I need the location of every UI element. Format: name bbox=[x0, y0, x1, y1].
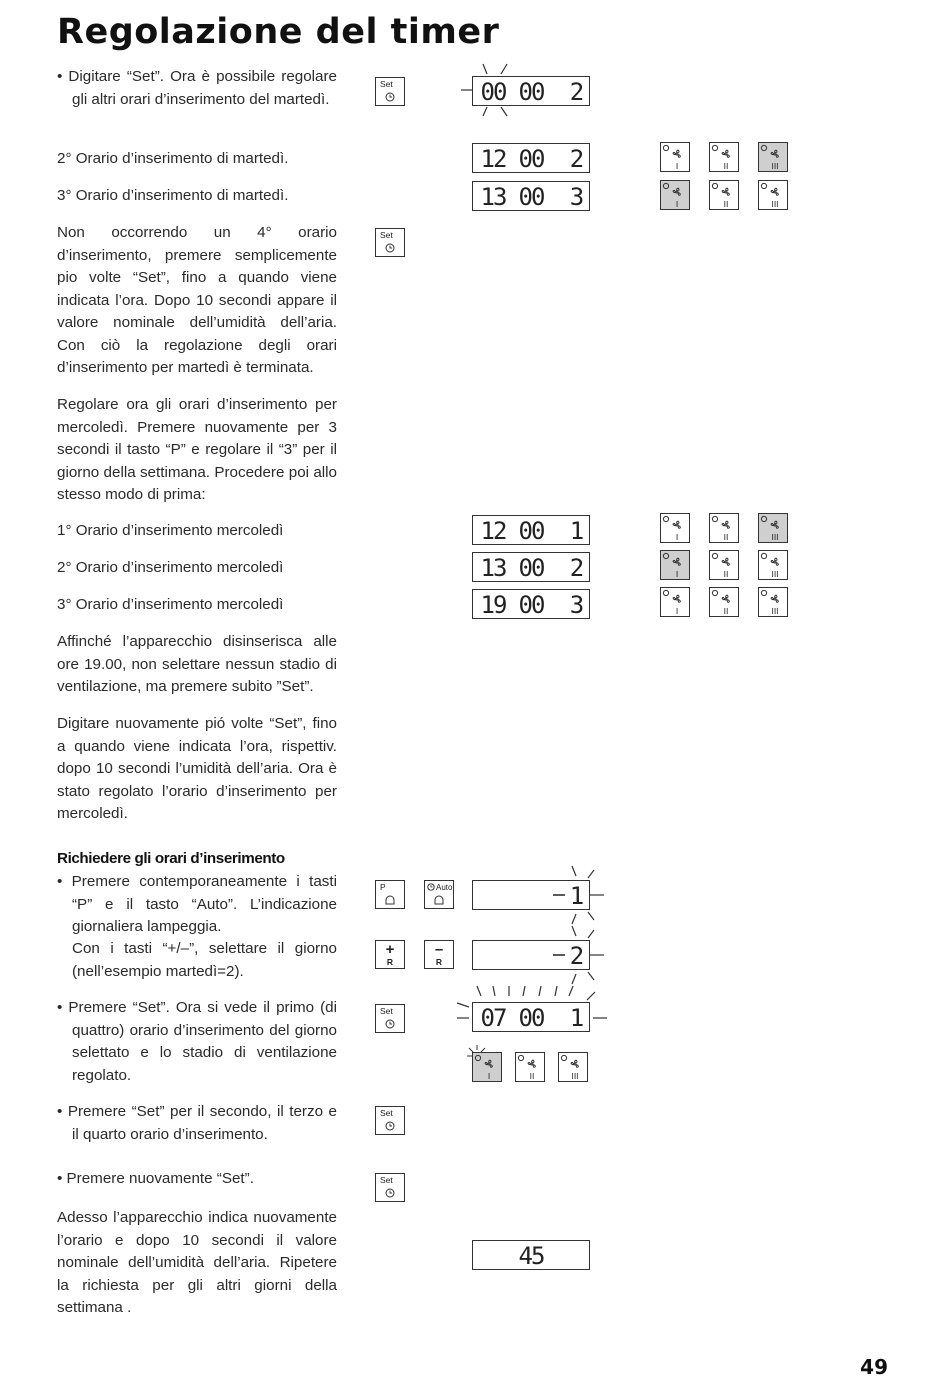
lcd-minutes: 00 bbox=[518, 517, 544, 544]
fan-level-3-icon bbox=[558, 1052, 588, 1082]
page-title: Regolazione del timer bbox=[57, 12, 500, 52]
svg-text:I: I bbox=[675, 162, 679, 171]
lcd-display bbox=[472, 515, 590, 545]
wednesday-finish-text: Digitare nuovamente pió volte “Set”, fino a quando viene indicata l’ora, rispettiv. dopo 10 secondi l’umidità dell’aria. Ora è stato regolato l’orario d’inserimento per mercoledì. bbox=[57, 715, 337, 822]
lcd-minutes: 00 bbox=[518, 183, 544, 210]
query-step-press-set: • Premere “Set”. Ora si vede il primo (di quattro) orario d’inserimento del giorno selettato e lo stadio di ventilazione regolato. bbox=[57, 999, 337, 1084]
svg-text:I: I bbox=[675, 533, 679, 542]
house-icon bbox=[434, 895, 444, 905]
lcd-minutes: 00 bbox=[518, 78, 544, 105]
wednesday-setup-text: Regolare ora gli orari d’inserimento per mercoledì. Premere nuovamente per 3 secondi il tasto “P” e regolare il “3” per il giorno della settimana. Procedere poi allo stesso modo di prima: bbox=[57, 396, 337, 503]
svg-text:II: II bbox=[723, 570, 729, 579]
lcd-display bbox=[472, 1240, 590, 1270]
svg-text:I: I bbox=[675, 570, 679, 579]
blink-indicator bbox=[455, 60, 525, 120]
lcd-minutes: 00 bbox=[518, 591, 544, 618]
set-button-label: Set bbox=[380, 1175, 393, 1185]
clock-icon bbox=[427, 883, 435, 891]
query-step-press-set-again: • Premere nuovamente “Set”. bbox=[57, 1170, 254, 1187]
set-button-label: Set bbox=[380, 79, 393, 89]
instruction-press-set: • Digitare “Set”. Ora è possibile regolare gli altri orari d’inserimento del martedì. bbox=[57, 68, 337, 108]
minus-button[interactable] bbox=[424, 940, 454, 969]
fan-level-2-icon bbox=[709, 587, 739, 617]
svg-text:II: II bbox=[723, 533, 729, 542]
lcd-value: 2 bbox=[569, 942, 583, 969]
lcd-value: 3 bbox=[569, 183, 583, 210]
fan-level-3-icon bbox=[758, 587, 788, 617]
tuesday-third-time: 3° Orario d’inserimento di martedì. bbox=[57, 187, 289, 204]
lcd-digits bbox=[473, 144, 589, 172]
wednesday-second-time: 2° Orario d’inserimento mercoledì bbox=[57, 559, 284, 576]
set-button[interactable] bbox=[375, 77, 405, 106]
lcd-value: 45 bbox=[518, 1242, 544, 1269]
wednesday-first-time: 1° Orario d’inserimento mercoledì bbox=[57, 522, 284, 539]
lcd-hours: 07 bbox=[480, 1004, 506, 1031]
fan-level-3-icon bbox=[758, 550, 788, 580]
lcd-hours: 12 bbox=[480, 145, 506, 172]
lcd-hours: 00 bbox=[480, 78, 506, 105]
query-step-select-day: Con i tasti “+/–”, selettare il giorno (nell’esempio martedì=2). bbox=[72, 940, 337, 980]
tuesday-second-time: 2° Orario d’inserimento di martedì. bbox=[57, 150, 289, 167]
plus-button[interactable] bbox=[375, 940, 405, 969]
set-button[interactable] bbox=[375, 228, 405, 257]
lcd-digits bbox=[473, 590, 589, 618]
lcd-display bbox=[472, 143, 590, 173]
lcd-digits bbox=[473, 182, 589, 210]
set-button-label: Set bbox=[380, 1006, 393, 1016]
blink-indicator bbox=[550, 922, 610, 990]
fan-level-1-icon bbox=[660, 513, 690, 543]
svg-text:I: I bbox=[675, 607, 679, 616]
lcd-value: 1 bbox=[569, 882, 583, 909]
set-button[interactable] bbox=[375, 1106, 405, 1135]
svg-text:I: I bbox=[675, 200, 679, 209]
lcd-value: 2 bbox=[569, 554, 583, 581]
svg-text:III: III bbox=[571, 1072, 579, 1081]
fan-level-2-icon bbox=[709, 550, 739, 580]
query-section-heading: Richiedere gli orari d’inserimento bbox=[57, 850, 285, 867]
lcd-hours: 12 bbox=[480, 517, 506, 544]
plus-symbol: + bbox=[385, 941, 395, 958]
svg-text:III: III bbox=[771, 533, 779, 542]
svg-text:III: III bbox=[771, 162, 779, 171]
p-button-label: P bbox=[380, 882, 386, 892]
svg-text:II: II bbox=[723, 200, 729, 209]
r-label: R bbox=[435, 957, 443, 967]
fan-level-2-icon bbox=[515, 1052, 545, 1082]
lcd-display bbox=[472, 589, 590, 619]
auto-button[interactable] bbox=[424, 880, 454, 909]
p-button[interactable] bbox=[375, 880, 405, 909]
lcd-digits bbox=[473, 516, 589, 544]
clock-icon bbox=[385, 92, 395, 102]
fan-level-1-icon bbox=[660, 587, 690, 617]
r-label: R bbox=[386, 957, 394, 967]
auto-button-label: Auto bbox=[436, 883, 453, 892]
lcd-value: 2 bbox=[569, 78, 583, 105]
house-icon bbox=[385, 895, 395, 905]
fan-level-2-icon bbox=[709, 142, 739, 172]
set-button-label: Set bbox=[380, 1108, 393, 1118]
fan-level-2-icon bbox=[709, 180, 739, 210]
fan-level-1-icon bbox=[472, 1052, 502, 1082]
fan-level-1-icon bbox=[660, 180, 690, 210]
fan-level-2-icon bbox=[709, 513, 739, 543]
clock-icon bbox=[385, 243, 395, 253]
blink-indicator bbox=[455, 982, 615, 1052]
wednesday-third-time: 3° Orario d’inserimento mercoledì bbox=[57, 596, 284, 613]
lcd-digits bbox=[473, 553, 589, 581]
lcd-value: 2 bbox=[569, 145, 583, 172]
lcd-hours: 19 bbox=[480, 591, 506, 618]
lcd-digits bbox=[473, 1241, 589, 1269]
query-step-press-p-auto: • Premere contemporaneamente i tasti “P” e il tasto “Auto”. L’indicazione giornaliera lampeggia. bbox=[57, 873, 337, 935]
tuesday-finish-text: Non occorrendo un 4° orario d’inserimento, premere semplicemente pio volte “Set”, fino a quando viene indicata l’ora. Dopo 10 secondi appare il valore nominale dell’umidità dell’aria. Con ciò la regolazione degli orari d’inserimento per martedì è terminata. bbox=[57, 224, 337, 376]
fan-level-3-icon bbox=[758, 513, 788, 543]
svg-text:III: III bbox=[771, 200, 779, 209]
set-button-label: Set bbox=[380, 230, 393, 240]
lcd-minutes: 00 bbox=[518, 554, 544, 581]
blink-indicator bbox=[550, 862, 610, 930]
minus-symbol: – bbox=[434, 941, 444, 958]
fan-level-3-icon bbox=[758, 142, 788, 172]
fan-level-1-icon bbox=[660, 142, 690, 172]
lcd-display bbox=[472, 181, 590, 211]
svg-text:I: I bbox=[487, 1072, 491, 1081]
lcd-value: 1 bbox=[569, 1004, 583, 1031]
svg-text:II: II bbox=[529, 1072, 535, 1081]
lcd-minutes: 00 bbox=[518, 145, 544, 172]
set-button[interactable] bbox=[375, 1004, 405, 1033]
clock-icon bbox=[385, 1121, 395, 1131]
fan-level-3-icon bbox=[758, 180, 788, 210]
lcd-minutes: 00 bbox=[518, 1004, 544, 1031]
lcd-hours: 13 bbox=[480, 554, 506, 581]
svg-text:II: II bbox=[723, 607, 729, 616]
clock-icon bbox=[385, 1019, 395, 1029]
query-step-next-times: • Premere “Set” per il secondo, il terzo e il quarto orario d’inserimento. bbox=[57, 1103, 337, 1143]
svg-text:III: III bbox=[771, 570, 779, 579]
lcd-value: 1 bbox=[569, 517, 583, 544]
svg-text:II: II bbox=[723, 162, 729, 171]
fan-level-1-icon bbox=[660, 550, 690, 580]
lcd-hours: 13 bbox=[480, 183, 506, 210]
set-button[interactable] bbox=[375, 1173, 405, 1202]
page-number: 49 bbox=[860, 1355, 888, 1379]
lcd-display bbox=[472, 552, 590, 582]
clock-icon bbox=[385, 1188, 395, 1198]
switch-off-text: Affinché l’apparecchio disinserisca alle ore 19.00, non selettare nessun stadio di ventilazione, ma premere subito ”Set”. bbox=[57, 633, 337, 695]
lcd-value: 3 bbox=[569, 591, 583, 618]
svg-text:III: III bbox=[771, 607, 779, 616]
query-finish-text: Adesso l’apparecchio indica nuovamente l’orario e dopo 10 secondi il valore nominale dell’umidità dell’aria. Ripetere la richiesta per gli altri giorni della settimana . bbox=[57, 1209, 337, 1316]
